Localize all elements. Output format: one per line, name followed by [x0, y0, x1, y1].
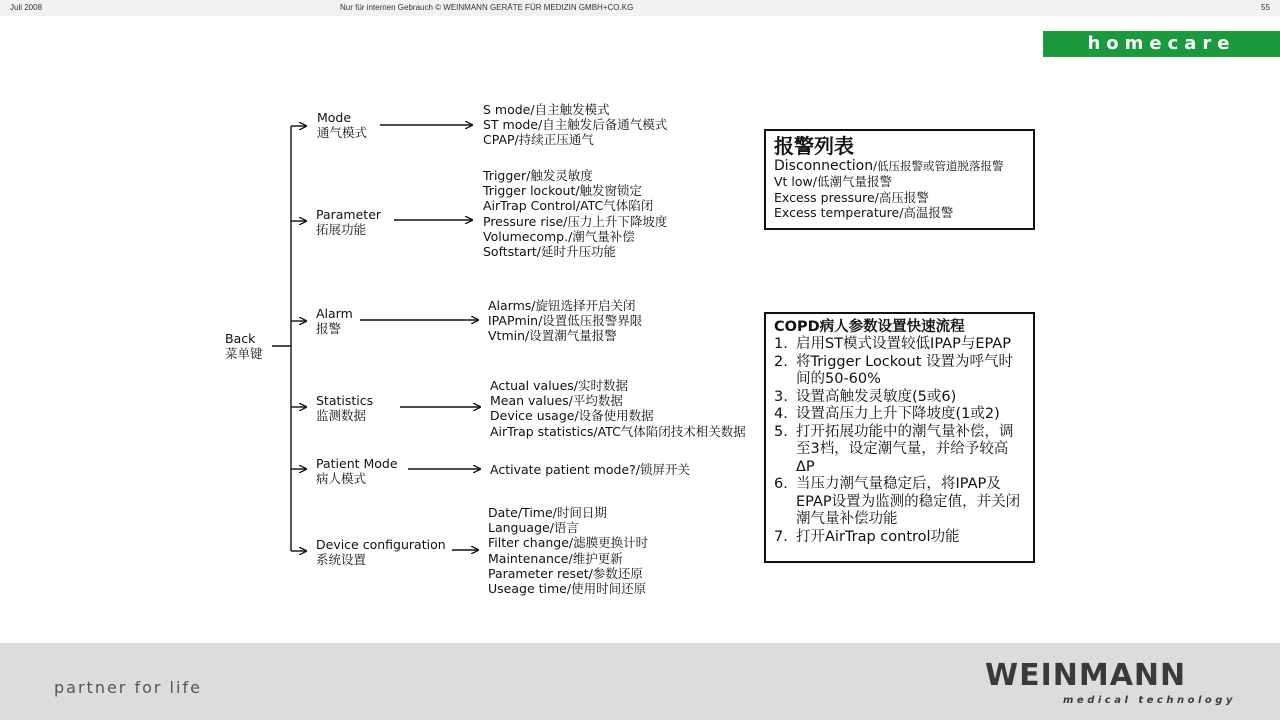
branch-label-cn: 病人模式 [316, 471, 367, 486]
device-configuration-options [488, 505, 648, 596]
step-text: 启用ST模式设置较低IPAP与EPAP [796, 336, 1011, 352]
alarm-item-en: Disconnection [774, 158, 874, 174]
branch-statistics [316, 393, 373, 423]
option-item: Actual values/实时数据 [490, 378, 629, 393]
branch-label-en: Device configuration [316, 537, 446, 552]
alarm-list-title: 报警列表 [774, 134, 854, 158]
step-number: 3. [774, 388, 788, 405]
alarm-item: Excess pressure/高压报警 [774, 189, 929, 205]
copd-step [774, 336, 1025, 354]
branch-mode [317, 110, 367, 140]
header-notice: Nur für internen Gebrauch © WEINMANN GERÄTE FÜR MEDIZIN GMBH+CO.KG [340, 3, 634, 12]
branch-label-en: Patient Mode [316, 456, 398, 471]
logo-wordmark: WEINMANN [985, 658, 1187, 693]
branch-label-cn: 拓展功能 [316, 222, 367, 237]
alarm-list-box [764, 129, 1035, 230]
step-number: 7. [774, 528, 788, 545]
option-item: Mean values/平均数据 [490, 393, 623, 409]
branch-label-en: Statistics [316, 393, 374, 408]
option-item: Useage time/使用时间还原 [488, 581, 647, 597]
copd-setup-title: COPD病人参数设置快速流程 [774, 319, 965, 335]
alarm-item: Vt low/低潮气量报警 [774, 174, 892, 189]
copd-step [774, 529, 1025, 547]
copd-setup-box [764, 312, 1035, 563]
branch-parameter [316, 207, 381, 237]
option-item: Softstart/延时升压功能 [483, 244, 616, 260]
branch-label-cn: 通气模式 [317, 125, 368, 140]
option-item: ST mode/自主触发后备通气模式 [483, 117, 668, 133]
option-item: Volumecomp./潮气量补偿 [483, 228, 635, 244]
branch-label-cn: 报警 [316, 321, 342, 336]
step-number: 2. [774, 353, 788, 370]
step-text: 当压力潮气量稳定后，将IPAP及EPAP设置为监测的稳定值，并关闭潮气量补偿功能 [796, 476, 1021, 527]
copd-step [774, 406, 1025, 424]
page-number: 55 [1261, 3, 1270, 12]
root-label-cn: 菜单键 [225, 346, 263, 361]
copd-step [774, 424, 1025, 477]
branch-label-cn: 监测数据 [316, 408, 367, 423]
option-item: S mode/自主触发模式 [483, 102, 610, 117]
option-item: Activate patient mode?/锁屏开关 [490, 462, 690, 477]
alarm-item-cn: /低压报警或管道脱落报警 [873, 159, 1004, 173]
option-item: AirTrap Control/ATC气体陷闭 [483, 198, 654, 214]
step-number: 1. [774, 336, 788, 352]
root-label-en: Back [225, 331, 256, 346]
option-item: Trigger/触发灵敏度 [483, 168, 593, 183]
alarm-options [488, 298, 642, 344]
branch-device-configuration [316, 537, 446, 567]
parameter-options [483, 168, 667, 259]
copd-step [774, 354, 1025, 389]
option-item: IPAPmin/设置低压报警界限 [488, 313, 643, 329]
homecare-banner: homecare [1043, 31, 1280, 57]
step-number: 4. [774, 406, 788, 422]
option-item: CPAP/持续正压通气 [483, 132, 594, 148]
alarm-item: Excess temperature/高温报警 [774, 205, 954, 220]
option-item: Alarms/旋钮选择开启关闭 [488, 298, 636, 313]
alarm-item [774, 158, 1025, 174]
branch-label-en: Alarm [316, 306, 353, 321]
step-text: 打开拓展功能中的潮气量补偿，调至3档，设定潮气量，并给予较高ΔP [796, 423, 1014, 475]
option-item: Vtmin/设置潮气量报警 [488, 328, 617, 344]
branch-label-cn: 系统设置 [316, 552, 367, 567]
option-item: AirTrap statistics/ATC气体陷闭技术相关数据 [490, 423, 746, 439]
step-text: 设置高压力上升下降坡度(1或2) [796, 406, 1000, 422]
statistics-options [490, 378, 746, 439]
option-item: Device usage/设备使用数据 [490, 408, 654, 424]
header-date: Juli 2008 [10, 3, 43, 12]
step-number: 6. [774, 476, 788, 492]
option-item: Pressure rise/压力上升下降坡度 [483, 213, 668, 229]
branch-alarm [316, 306, 353, 336]
option-item: Language/语言 [488, 520, 579, 536]
branch-patient-mode [316, 456, 398, 486]
branch-label-en: Parameter [316, 207, 382, 222]
copd-steps-list [774, 336, 1025, 546]
copd-step [774, 476, 1025, 529]
branch-label-en: Mode [317, 110, 352, 125]
step-text: 打开AirTrap control功能 [796, 528, 960, 545]
option-item: Date/Time/时间日期 [488, 505, 607, 520]
step-number: 5. [774, 423, 788, 440]
step-text: 将Trigger Lockout 设置为呼气时间的50-60% [796, 353, 1014, 387]
patient-mode-options [490, 462, 690, 477]
weinmann-logo [985, 658, 1236, 706]
option-item: Trigger lockout/触发窗锁定 [483, 183, 643, 199]
root-back-menu-key [225, 331, 263, 361]
step-text: 设置高触发灵敏度(5或6) [796, 388, 957, 405]
logo-subtitle: medical technology [1063, 695, 1236, 706]
option-item: Parameter reset/参数还原 [488, 565, 643, 581]
footer-tagline: partner for life [54, 678, 202, 697]
option-item: Filter change/滤膜更换计时 [488, 535, 649, 551]
copd-step [774, 389, 1025, 407]
mode-options [483, 102, 667, 148]
option-item: Maintenance/维护更新 [488, 550, 623, 566]
